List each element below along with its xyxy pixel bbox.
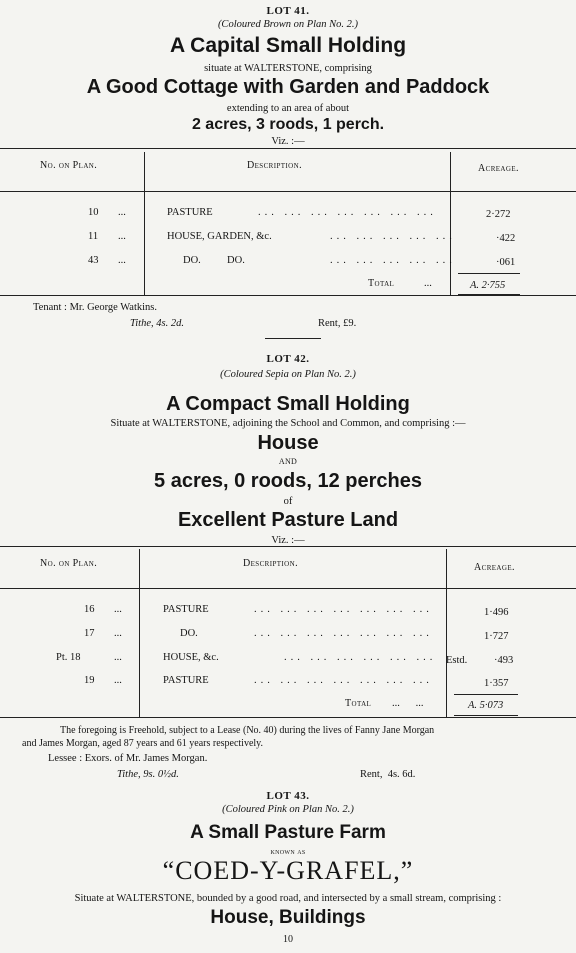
lot42-total-label: Total	[345, 698, 372, 709]
lot41-table-divider-1	[144, 152, 145, 295]
lot41-tithe: Tithe, 4s. 2d.	[130, 318, 184, 329]
lot42-table-top-rule	[0, 546, 576, 547]
lot42-table-divider-1	[139, 549, 140, 717]
lot42-colour-note: (Coloured Sepia on Plan No. 2.)	[220, 369, 356, 380]
lot42-total-rule	[454, 715, 518, 716]
lot42-label: LOT 42.	[266, 353, 310, 365]
lot41-header-rule	[0, 191, 576, 192]
lot43-name: “COED-Y-GRAFEL,”	[162, 856, 414, 885]
lot41-end-rule	[265, 338, 321, 339]
lot41-col-desc: Description.	[247, 160, 302, 171]
lot41-col-plan: No. on Plan.	[40, 160, 98, 171]
lot42-lessee: Lessee : Exors. of Mr. James Morgan.	[48, 753, 208, 764]
lot42-total-value: A. 5·073	[468, 700, 504, 711]
lot42-of: of	[283, 496, 293, 507]
lot41-rent: Rent, £9.	[318, 318, 357, 329]
lot41-colour-note: (Coloured Brown on Plan No. 2.)	[217, 19, 359, 30]
lot41-subheading: A Good Cottage with Garden and Paddock	[86, 76, 490, 98]
lot41-sum-rule	[458, 273, 520, 274]
lot41-total-value: A. 2·755	[470, 280, 506, 291]
lot41-area: 2 acres, 3 roods, 1 perch.	[191, 116, 385, 133]
lot42-house: House	[257, 432, 319, 454]
lot42-col-desc: Description.	[243, 558, 298, 569]
lot43-colour-note: (Coloured Pink on Plan No. 2.)	[222, 804, 354, 815]
lot42-rent: Rent, 4s. 6d.	[360, 769, 416, 780]
lot41-extending: extending to an area of about	[226, 103, 350, 114]
lot42-col-acreage: Acreage.	[474, 562, 515, 573]
lot43-label: LOT 43.	[266, 790, 310, 802]
lot42-freehold-line1: The foregoing is Freehold, subject to a Lease (No. 40) during the lives of Fanny Jane Morgan	[60, 725, 435, 736]
lot43-situate: Situate at WALTERSTONE, bounded by a good road, and intersected by a small stream, comprising :	[74, 893, 502, 904]
lot42-col-plan: No. on Plan.	[40, 558, 98, 569]
lot42-viz: Viz. :—	[271, 535, 305, 546]
lot41-table-top-rule	[0, 148, 576, 149]
lot43-heading: A Small Pasture Farm	[190, 822, 386, 843]
lot42-table-bottom-rule	[0, 717, 576, 718]
lot41-tenant: Tenant : Mr. George Watkins.	[33, 302, 158, 313]
lot41-viz: Viz. :—	[271, 136, 305, 147]
lot42-land: Excellent Pasture Land	[177, 509, 399, 531]
lot41-heading: A Capital Small Holding	[169, 34, 407, 57]
lot41-total-label: Total	[368, 278, 395, 289]
lot41-table-bottom-rule	[0, 295, 576, 296]
lot41-col-acreage: Acreage.	[478, 163, 519, 174]
lot41-label: LOT 41.	[266, 5, 310, 17]
lot42-tithe: Tithe, 9s. 0½d.	[117, 769, 179, 780]
lot42-and: AND	[278, 457, 298, 466]
lot43-known-as: known as	[270, 847, 306, 856]
page-number: 10	[283, 934, 293, 945]
lot42-header-rule	[0, 588, 576, 589]
lot42-heading: A Compact Small Holding	[166, 393, 410, 415]
lot42-area: 5 acres, 0 roods, 12 perches	[154, 470, 422, 492]
lot42-sum-rule	[454, 694, 518, 695]
lot42-table-divider-2	[446, 549, 447, 717]
catalogue-page: LOT 41. (Coloured Brown on Plan No. 2.) A Capital Small Holding situate at WALTERSTONE, comprising A Good Cottage with Garden and Paddock extending to an area of about 2 acres, 3 roods, 1 perch. Viz. :— No. on Plan. Description. Acreage. 10 ... PASTURE ... ... ... ... ... ... ... 2·272 11 ... HOUSE, GARDEN, &c. ... ... ... ... ... ·422 43 ... DO. DO. ... ... ... ... ... ·061 Total ... A. 2·755 Tenant : Mr. George Watkins. Tithe, 4s. 2d. Rent, £9. LOT 42. (Coloured Sepia on Plan No. 2.) A Compact Small Holding Situate at WALTERSTONE, adjoining the School and Common, and comprising :— House AND 5 acres, 0 roods, 12 perches of Excellent Pasture Land Viz. :— No. on Plan. Description. Acreage. 16 ... PASTURE ... ... ... ... ... ... ... 1·496 17 ... DO. ... ... ... ... ... ... ... 1·727 Pt. 18 ... HOUSE, &c. ... ... ... ... ... ... Estd. ·493 19 ... PASTURE ... ... ... ... ... ... ... 1·357 Total ... ... A. 5·073 The foregoing is Freehold, subject to a Lease (No. 40) during the lives of Fanny Jane Morgan and James Morgan, aged 87 years and 61 years respectively. Lessee : Exors. of Mr. James Morgan. Tithe, 9s. 0½d. Rent, 4s. 6d. LOT 43. (Coloured Pink on Plan No. 2.) A Small Pasture Farm known as “COED-Y-GRAFEL,” Situate at WALTERSTONE, bounded by a good road, and intersected by a small stream, comprising : House, Buildings 10	[0, 0, 576, 953]
lot42-situate: Situate at WALTERSTONE, adjoining the School and Common, and comprising :—	[110, 418, 466, 429]
lot41-situate: situate at WALTERSTONE, comprising	[204, 63, 372, 74]
lot41-table-divider-2	[450, 152, 451, 295]
lot43-buildings: House, Buildings	[210, 907, 366, 928]
lot42-freehold-line2: and James Morgan, aged 87 years and 61 years respectively.	[22, 738, 264, 749]
